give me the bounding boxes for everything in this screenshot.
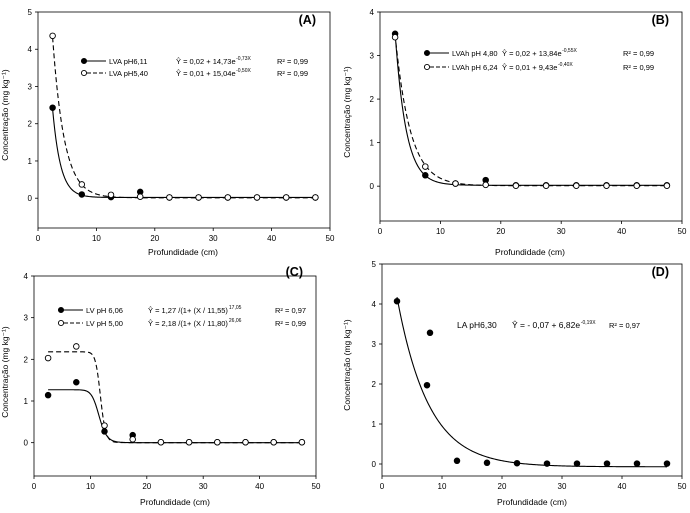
panel-label: (D) xyxy=(651,265,669,279)
legend-r-squared: R² = 0,99 xyxy=(623,49,655,58)
legend-exponent: -0,19X xyxy=(580,320,596,326)
fit-curve-solid xyxy=(48,390,302,443)
data-point-filled xyxy=(394,298,400,304)
x-tick-label: 50 xyxy=(677,482,687,491)
x-tick-label: 0 xyxy=(31,482,37,491)
panel-label: (A) xyxy=(298,13,316,27)
x-axis-label: Profundidade (cm) xyxy=(148,247,218,257)
x-tick-label: 0 xyxy=(379,482,385,491)
legend-marker xyxy=(58,307,63,312)
y-tick-label: 2 xyxy=(371,380,376,389)
legend-marker xyxy=(424,50,429,55)
y-tick-label: 4 xyxy=(369,8,374,17)
data-point-filled xyxy=(664,461,670,467)
data-point-open xyxy=(50,33,56,39)
y-tick-label: 1 xyxy=(27,156,32,166)
x-tick-label: 30 xyxy=(556,227,566,236)
data-point-filled xyxy=(74,379,80,385)
data-point-open xyxy=(158,439,164,445)
data-point-open xyxy=(271,439,277,445)
legend-r-squared: R² = 0,99 xyxy=(277,69,309,78)
y-tick-label: 3 xyxy=(369,51,374,61)
legend-series-name: LV pH 5,00 xyxy=(86,319,123,328)
data-point-filled xyxy=(454,458,460,464)
y-axis-label: Concentração (mg kg⁻¹) xyxy=(342,319,352,411)
y-tick-label: 0 xyxy=(27,194,32,204)
y-axis-label: Concentração (mg kg⁻¹) xyxy=(342,66,352,158)
x-tick-label: 20 xyxy=(496,227,506,236)
legend-exponent: 26,06 xyxy=(228,318,242,324)
y-tick-label: 4 xyxy=(27,45,32,55)
y-tick-label: 0 xyxy=(23,438,28,448)
legend-equation: Ŷ = 0,01 + 15,04e xyxy=(176,69,236,78)
x-tick-label: 30 xyxy=(208,234,218,243)
y-axis-label: Concentração (mg kg⁻¹) xyxy=(0,326,10,418)
data-point-filled xyxy=(50,105,56,111)
data-point-open xyxy=(243,439,249,445)
chart-panel-3 xyxy=(0,265,321,507)
data-point-open xyxy=(130,437,136,443)
x-tick-label: 10 xyxy=(85,482,95,491)
y-axis-label: Concentração (mg kg⁻¹) xyxy=(0,69,10,161)
data-point-open xyxy=(634,183,640,189)
panel-label: (B) xyxy=(651,13,669,27)
y-tick-label: 4 xyxy=(371,300,376,309)
x-tick-label: 0 xyxy=(377,227,383,236)
legend-exponent: -0,50X xyxy=(236,68,251,74)
data-point-filled xyxy=(424,382,430,388)
legend-marker xyxy=(424,64,429,69)
y-tick-label: 3 xyxy=(27,82,32,92)
data-point-filled xyxy=(574,461,580,467)
x-tick-label: 30 xyxy=(557,482,567,491)
data-point-filled xyxy=(604,461,610,467)
x-tick-label: 50 xyxy=(311,482,321,491)
legend-r-squared: R² = 0,97 xyxy=(275,306,307,315)
data-point-filled xyxy=(102,429,108,435)
data-point-open xyxy=(483,182,489,188)
plot-frame xyxy=(380,12,682,221)
x-tick-label: 10 xyxy=(435,227,445,236)
y-tick-label: 1 xyxy=(371,420,376,429)
x-axis-label: Profundidade (cm) xyxy=(497,497,567,507)
y-tick-label: 0 xyxy=(369,182,374,192)
x-tick-label: 10 xyxy=(91,234,101,243)
x-tick-label: 0 xyxy=(35,234,41,243)
y-tick-label: 4 xyxy=(23,272,28,281)
data-point-open xyxy=(186,439,192,445)
data-point-open xyxy=(664,183,670,189)
plot-frame xyxy=(382,264,682,476)
legend-equation: Ŷ = 0,02 + 14,73e xyxy=(176,57,236,66)
y-tick-label: 2 xyxy=(369,95,374,105)
y-tick-label: 0 xyxy=(371,460,376,469)
legend-equation: Ŷ = 0,01 + 9,43e xyxy=(502,63,558,72)
data-point-open xyxy=(108,192,114,198)
data-point-open xyxy=(196,195,202,201)
data-point-open xyxy=(392,34,398,40)
chart-panel-2 xyxy=(342,8,687,257)
legend-equation: Ŷ = 2,18 /(1+ (X / 11,80) xyxy=(148,319,228,328)
y-tick-label: 2 xyxy=(23,355,28,365)
data-point-filled xyxy=(514,460,520,466)
data-point-filled xyxy=(423,172,429,178)
legend-r-squared: R² = 0,97 xyxy=(609,321,641,330)
legend-exponent: -0,40X xyxy=(558,62,573,68)
legend-equation: Ŷ = - 0,07 + 6,82e xyxy=(512,320,581,330)
legend-exponent: 17,05 xyxy=(228,305,242,311)
legend-marker xyxy=(81,70,86,75)
data-point-open xyxy=(225,195,231,201)
data-point-open xyxy=(299,439,305,445)
chart-panel-4 xyxy=(342,260,687,507)
legend-series-name: LA pH6,30 xyxy=(457,320,497,330)
legend-r-squared: R² = 0,99 xyxy=(275,319,307,328)
legend-r-squared: R² = 0,99 xyxy=(623,63,655,72)
x-tick-label: 50 xyxy=(325,234,335,243)
data-point-open xyxy=(102,423,108,429)
y-tick-label: 1 xyxy=(23,397,28,406)
y-tick-label: 1 xyxy=(369,138,374,148)
data-point-filled xyxy=(427,330,433,336)
legend-marker xyxy=(81,58,86,63)
legend-r-squared: R² = 0,99 xyxy=(277,57,309,66)
data-point-open xyxy=(45,355,51,361)
legend-marker xyxy=(58,320,63,325)
y-tick-label: 5 xyxy=(27,8,32,17)
x-tick-label: 20 xyxy=(142,482,152,491)
data-point-open xyxy=(167,195,173,201)
legend-exponent: -0,73X xyxy=(236,56,251,62)
legend-series-name: LVAh pH 4,80 xyxy=(452,49,498,58)
legend-series-name: LVA pH6,11 xyxy=(109,57,148,66)
y-tick-label: 3 xyxy=(23,313,28,323)
legend-series-name: LVAh pH 6,24 xyxy=(452,63,498,72)
x-tick-label: 50 xyxy=(677,227,687,236)
x-tick-label: 40 xyxy=(255,482,265,491)
data-point-filled xyxy=(484,460,490,466)
x-tick-label: 20 xyxy=(497,482,507,491)
chart-panel-1 xyxy=(0,8,335,257)
data-point-open xyxy=(79,182,85,188)
x-tick-label: 40 xyxy=(617,227,627,236)
fit-curve-solid xyxy=(53,109,316,197)
data-point-open xyxy=(453,181,459,187)
data-point-filled xyxy=(544,461,550,467)
x-tick-label: 40 xyxy=(617,482,627,491)
data-point-filled xyxy=(79,192,85,198)
data-point-open xyxy=(313,195,319,201)
data-point-open xyxy=(513,183,519,189)
x-axis-label: Profundidade (cm) xyxy=(495,247,565,257)
data-point-open xyxy=(574,183,580,189)
x-axis-label: Profundidade (cm) xyxy=(140,497,210,507)
data-point-open xyxy=(283,195,289,201)
legend-series-name: LVA pH5,40 xyxy=(109,69,148,78)
data-point-open xyxy=(215,439,221,445)
data-point-open xyxy=(137,194,143,200)
data-point-open xyxy=(543,183,549,189)
legend-series-name: LV pH 6,06 xyxy=(86,306,123,315)
x-tick-label: 20 xyxy=(150,234,160,243)
data-point-open xyxy=(604,183,610,189)
panel-label: (C) xyxy=(285,265,303,279)
data-point-open xyxy=(254,195,260,201)
data-point-filled xyxy=(634,461,640,467)
x-tick-label: 40 xyxy=(267,234,277,243)
y-tick-label: 3 xyxy=(371,340,376,349)
data-point-open xyxy=(74,344,80,350)
data-point-filled xyxy=(45,392,51,398)
x-tick-label: 10 xyxy=(437,482,447,491)
legend-exponent: -0,55X xyxy=(562,48,577,54)
y-tick-label: 5 xyxy=(371,260,376,269)
y-tick-label: 2 xyxy=(27,119,32,129)
x-tick-label: 30 xyxy=(198,482,208,491)
data-point-open xyxy=(423,164,429,170)
legend-equation: Ŷ = 1,27 /(1+ (X / 11,55) xyxy=(148,306,228,315)
legend-equation: Ŷ = 0,02 + 13,84e xyxy=(502,49,562,58)
fit-curve-dashed xyxy=(48,352,302,443)
